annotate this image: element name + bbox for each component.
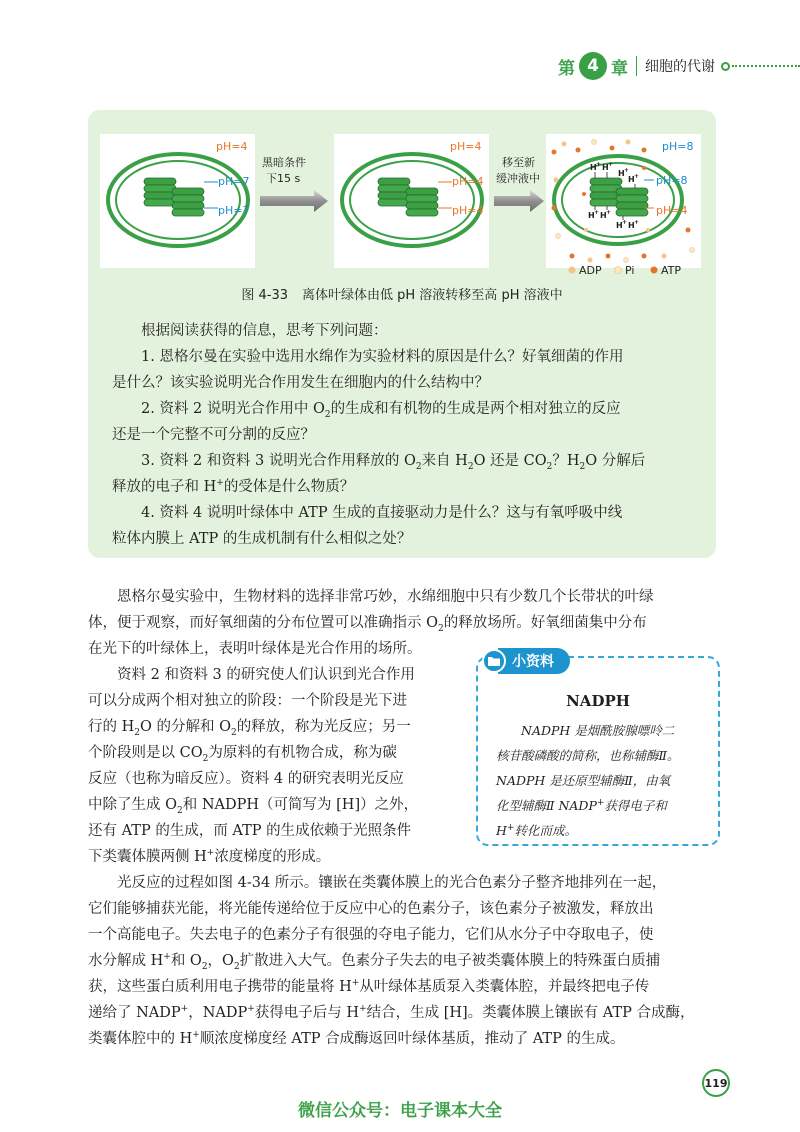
svg-text:+: + [622, 219, 628, 226]
question-intro: 根据阅读获得的信息，思考下列问题： [141, 323, 388, 339]
arrow2 [494, 155, 544, 212]
legend-adp: ADP [579, 264, 602, 277]
header-circle-icon [721, 62, 730, 71]
svg-text:H: H [618, 169, 625, 178]
question-list: 根据阅读获得的信息，思考下列问题： 1. 恩格尔曼在实验中选用水绵作为实验材料的原因是什么？好氧细菌的作用 是什么？该实验说明光合作用发生在细胞内的什么结构中？ 2. 资料 2 说明光合作用中 $O_2$的生成和有机物的生成是两个相对独立的反应 还是一个完整不可分割的反应？ 3. 资料 2 和资料 3 说明光合作用释放的 $O_2$来自 $H_2O$ 还是 $CO_2$？$H_2O$ 分解后 释放的电子和 H+的受体是什么物质？ 4. 资料 4 说明叶绿体中 ATP 生成的直接驱动力是什么？这与有氧呼吸中线 粒体内膜上 ATP 的生成机制有什么相似之处？ [112, 318, 702, 552]
svg-text:+: + [594, 209, 600, 216]
sidebar-title: NADPH [566, 692, 630, 710]
stage2-ph-stroma: pH=4 [452, 175, 484, 188]
chapter-number-badge: 4 [579, 52, 607, 80]
svg-text:H: H [616, 221, 623, 230]
stage3-ph-stroma: pH=8 [656, 174, 688, 187]
sidebar-tag: 小资料 [498, 648, 570, 674]
header-dotted-line [732, 65, 800, 67]
header-divider [636, 56, 637, 76]
chapter-prefix: 第 [558, 58, 575, 79]
svg-text:H: H [602, 163, 609, 172]
svg-text:+: + [634, 219, 640, 226]
stage1-ph-stroma: pH=7 [218, 175, 250, 188]
svg-text:+: + [596, 161, 602, 168]
folder-icon [482, 649, 506, 673]
stage3-panel [546, 134, 701, 268]
chapter-suffix: 章 [611, 58, 628, 79]
sidebar-text: NADPH 是烟酰胺腺嘌呤二 核苷酸磷酸的简称，也称辅酶Ⅱ。 NADPH 是还原型辅酶Ⅱ，由氧 化型辅酶Ⅱ NADP+获得电子和 H+转化而成。 [496, 723, 680, 838]
paragraph-3: 光反应的过程如图 4-34 所示。镶嵌在类囊体膜上的光合色素分子整齐地排列在一起， 它们能够捕获光能，将光能传递给位于反应中心的色素分子，该色素分子被激发，释放出 一个高能电子。失去电子的色素分子有很强的夺电子能力，它们从水分子中夺取电子，使 水分解成 H+和 $O_2$，$O_2$扩散进入大气。色素分子失去的电子被类囊体膜上的特殊蛋白质捕 获，这些蛋白质利用电子携带的能量将 H+从叶绿体基质泵入类囊体腔，并最终把电子传 递给了 NADP+，NADP+获得电子后与 H+结合，生成 [H]。类囊体膜上镶嵌有 ATP 合成酶， 类囊体腔中的 H+顺浓度梯度经 ATP 合成酶返回叶绿体基质，推动了 ATP 的生成。 [88, 875, 695, 1047]
legend-adp-swatch [569, 267, 576, 274]
figure-caption [88, 284, 716, 303]
svg-text:+: + [634, 173, 640, 180]
legend-atp: ATP [661, 264, 682, 277]
svg-text:H: H [590, 163, 597, 172]
stage1-ph-lumen: pH=7 [218, 204, 250, 217]
svg-text:H: H [628, 221, 635, 230]
stage2-panel [334, 134, 489, 268]
figure-legend [569, 264, 682, 277]
chapter-title: 细胞的代谢 [645, 59, 715, 75]
question-3: 3. 资料 2 和资料 3 说明光合作用释放的 $O_2$来自 $H_2O$ 还是 $CO_2$？$H_2O$ 分解后 [141, 453, 646, 472]
arrow2-line2: 缓冲液中 [496, 172, 540, 185]
figure-caption-text: 离体叶绿体由低 pH 溶液转移至高 pH 溶液中 [302, 288, 563, 303]
stage3-ph-lumen: pH=4 [656, 204, 688, 217]
stage1-ph-outer: pH=4 [216, 140, 248, 153]
arrow1-line1: 黑暗条件 [262, 156, 306, 169]
figure-number: 图 4-33 [241, 288, 289, 303]
footer-credit: 微信公众号：电子课本大全 [298, 1101, 502, 1121]
stage1-panel [100, 134, 255, 268]
page-number: 119 [702, 1069, 730, 1097]
svg-text:H: H [588, 211, 595, 220]
paragraph-1: 恩格尔曼实验中，生物材料的选择非常巧妙，水绵细胞中只有少数几个长带状的叶绿 体，便于观察，而好氧细菌的分布位置可以准确指示 $O_2$的释放场所。好氧细菌集中分布 在光下的叶绿体上，表明叶绿体是光合作用的场所。 [88, 589, 654, 657]
svg-text:H: H [628, 175, 635, 184]
discussion-box [88, 110, 716, 558]
sidebar-label [482, 648, 570, 674]
svg-text:+: + [606, 209, 612, 216]
arrow1-line2: 下15 s [266, 172, 301, 185]
stage2-ph-lumen: pH=4 [452, 204, 484, 217]
chapter-header [558, 50, 800, 82]
question-1: 1. 恩格尔曼在实验中选用水绵作为实验材料的原因是什么？好氧细菌的作用 [141, 349, 624, 365]
svg-text:+: + [608, 161, 614, 168]
paragraph-2: 资料 2 和资料 3 的研究使人们认识到光合作用 可以分成两个相对独立的阶段：一个阶段是光下进 行的 $H_2O$ 的分解和 $O_2$的释放，称为光反应；另一 个阶段则是以 $CO_2$为原料的有机物合成，称为碳 反应（也称为暗反应）。资料 4 的研究表明光反应 中除了生成 $O_2$和 NADPH（可简写为 [H]）之外， 还有 ATP 的生成，而 ATP 的生成依赖于光照条件 下类囊体膜两侧 H+浓度梯度的形成。 [88, 667, 419, 865]
legend-pi-swatch [615, 267, 622, 274]
question-4: 4. 资料 4 说明叶绿体中 ATP 生成的直接驱动力是什么？这与有氧呼吸中线 [141, 505, 623, 521]
question-2: 2. 资料 2 说明光合作用中 $O_2$的生成和有机物的生成是两个相对独立的反应 [141, 401, 621, 420]
arrow1 [260, 155, 328, 212]
svg-text:+: + [624, 167, 630, 174]
arrow2-line1: 移至新 [502, 156, 535, 169]
legend-atp-swatch [651, 267, 658, 274]
svg-text:H: H [600, 211, 607, 220]
info-sidebar [476, 656, 720, 846]
legend-pi: Pi [625, 264, 635, 277]
chloroplast-figure [88, 110, 716, 280]
stage3-ph-outer: pH=8 [662, 140, 694, 153]
stage2-ph-outer: pH=4 [450, 140, 482, 153]
